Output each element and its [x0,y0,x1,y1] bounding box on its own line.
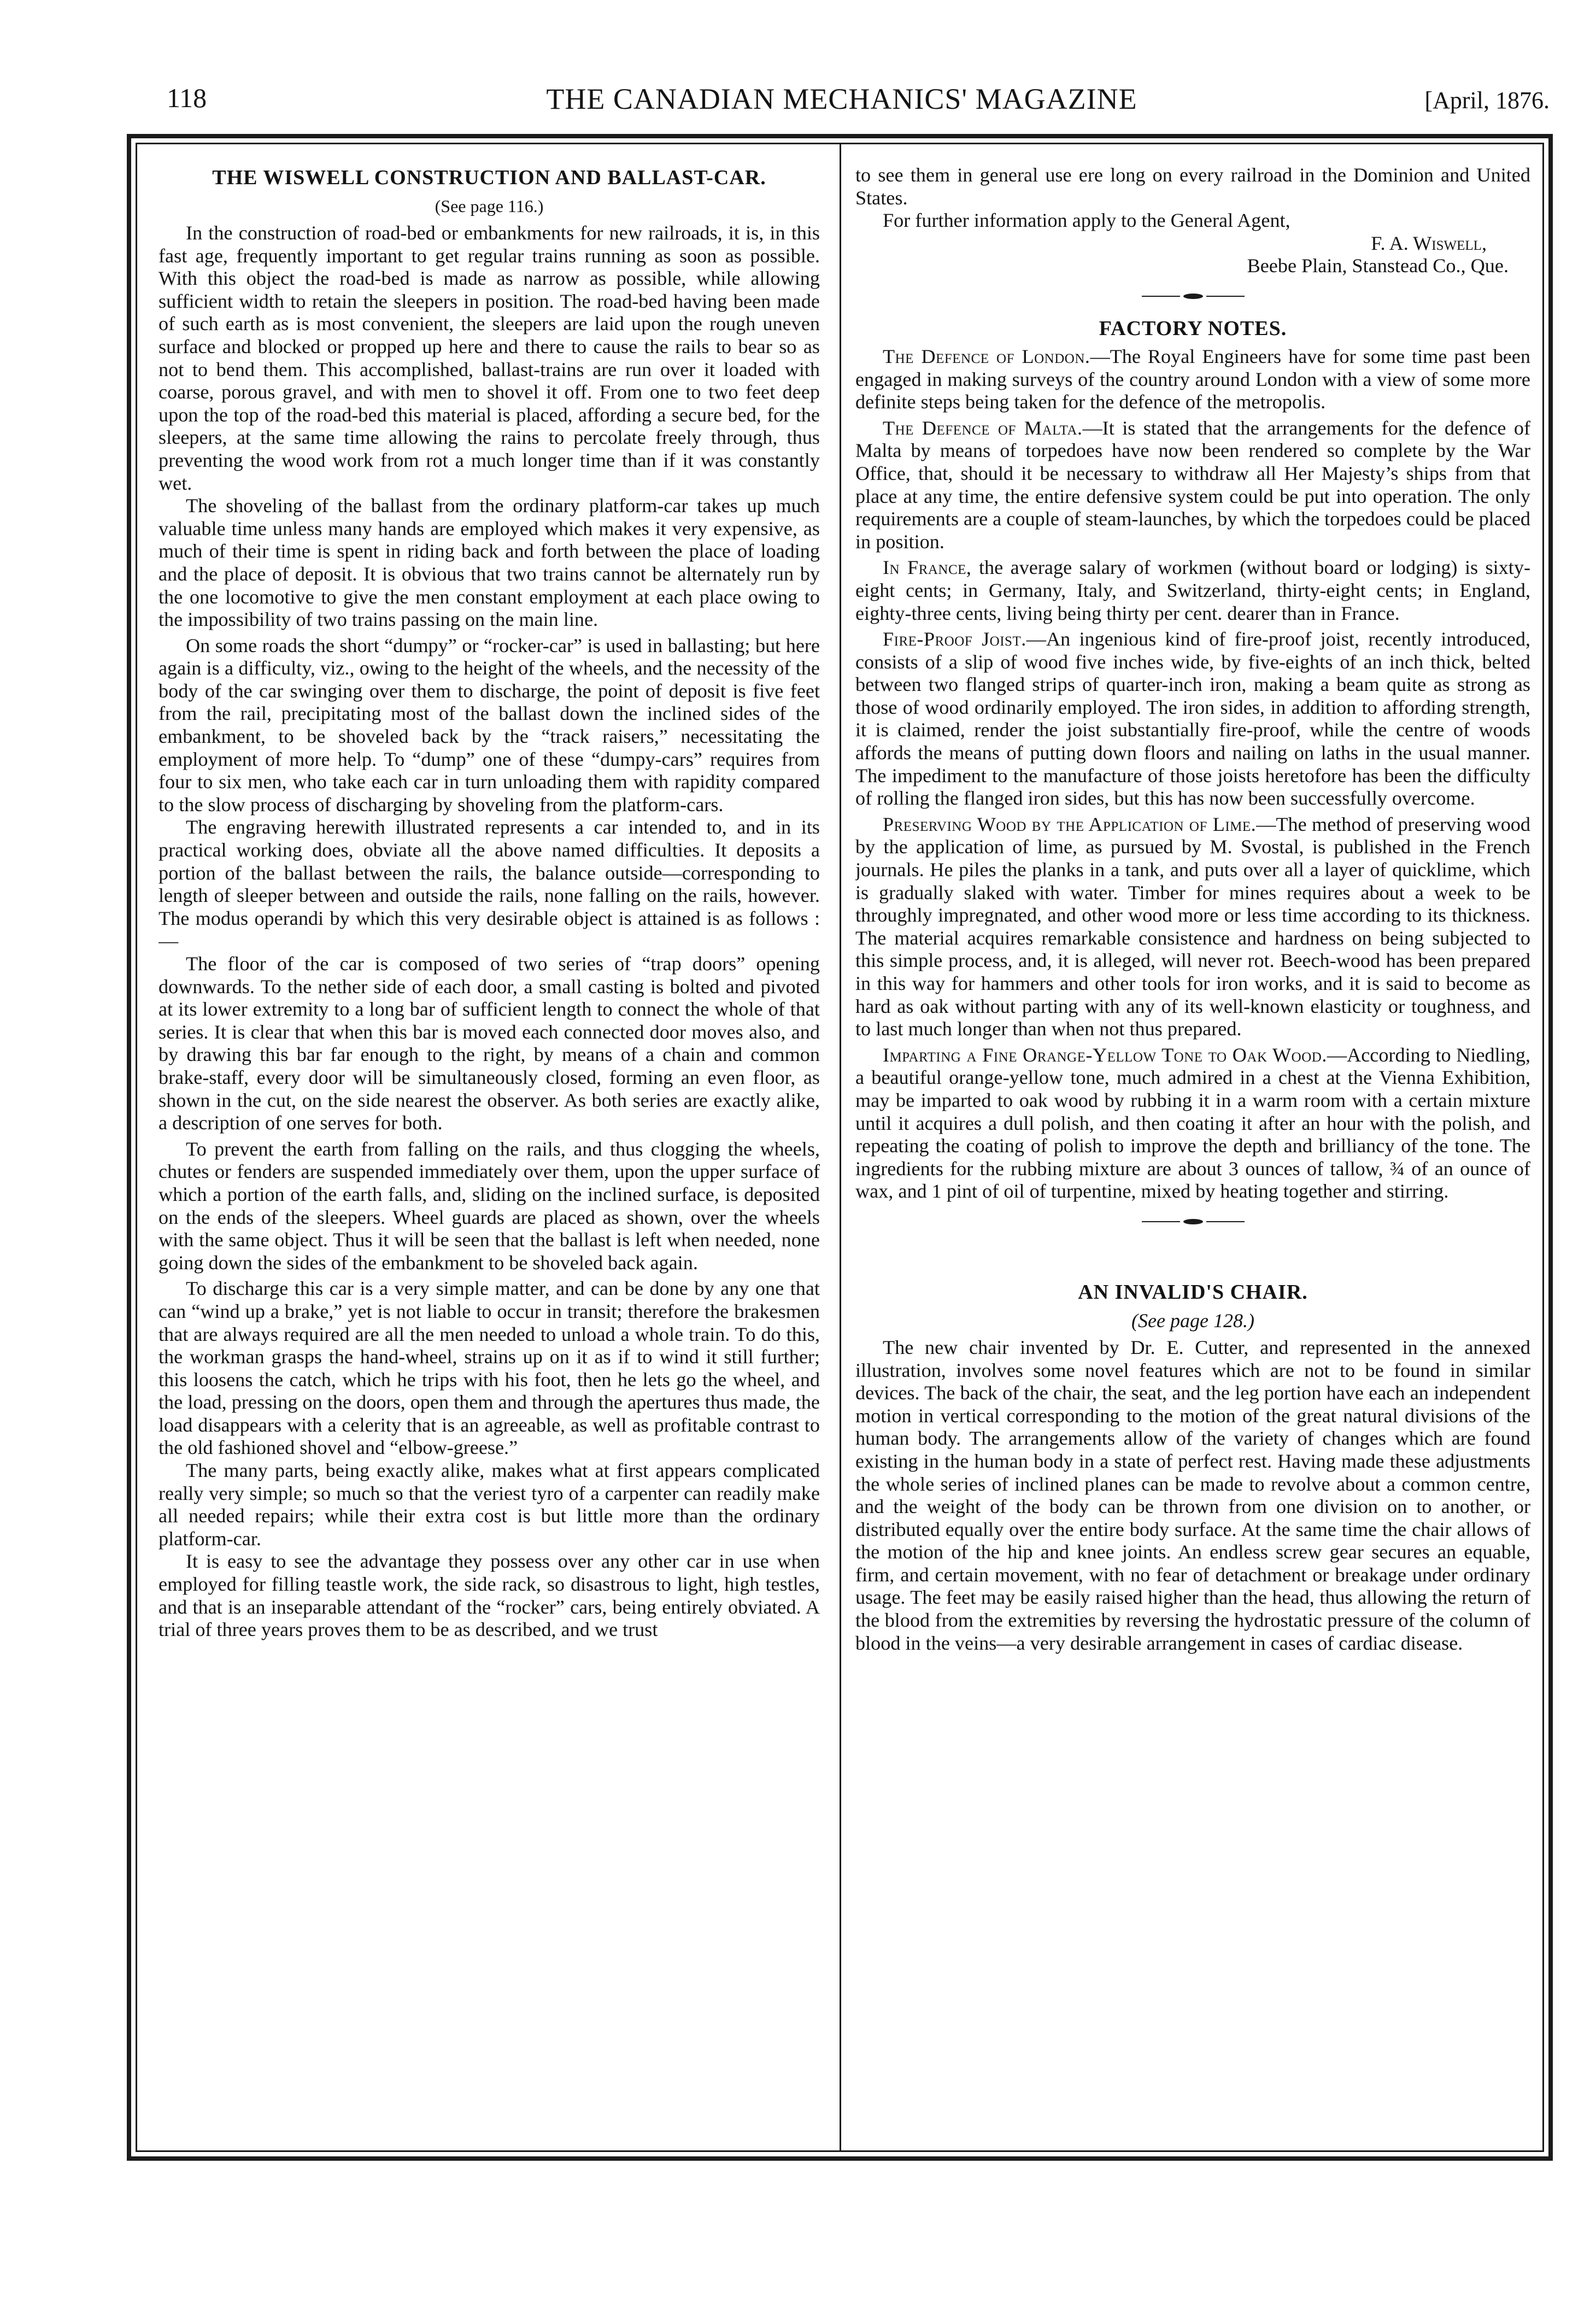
see-page-reference: (See page 128.) [1131,1309,1254,1332]
article-paragraph: On some roads the short “dumpy” or “rocker-car” is used in ballasting; but here again is a difficulty, viz., owing to the height of the wheels, and the necessity of the body of the car swinging over them to discharge, the point of deposit is five feet from the rail, precipitating most of the ballast down the inclined sides of the embankment, to be shoveled back by the “track raisers,” necessitating the employment of more help. To “dump” one of these “dumpy-cars” requires from four to six men, who take each car in turn unloading them with rapidity compared to the slow process of discharging by shoveling from the platform-cars. [159,634,820,816]
article-paragraph: In the construction of road-bed or embankments for new railroads, it is, in this fast age, frequently important to get regular trains running as soon as possible. With this object the road-bed is made as narrow as possible, while allowing sufficient width to retain the sleepers in position. The road-bed having been made of such earth as is most convenient, the sleepers are laid upon the rough uneven surface and blocked or propped up here and there to cause the rails to bear so as not to bend them. This accomplished, ballast-trains are run over it loaded with coarse, porous gravel, and with men to shovel it off. From one to two feet deep upon the top of the road-bed this material is placed, affording a secure bed, for the sleepers, at the same time allowing the rains to percolate freely through, thus preventing the wood work from rot a much longer time than if it was constantly wet. [159,222,820,494]
note-lead: The Defence of London. [883,345,1090,367]
note-paragraph [855,556,1530,625]
note-paragraph [855,1044,1530,1203]
note-paragraph [855,345,1530,414]
magazine-title: THE CANADIAN MECHANICS' MAGAZINE [546,83,1137,115]
invalid-chair-title: AN INVALID'S CHAIR. [1078,1280,1308,1304]
chair-paragraph: The new chair invented by Dr. E. Cutter, and represented in the annexed illustration, involves some novel features which are not to be found in similar devices. The back of the chair, the seat, and the leg portion have each an independent motion in vertical corresponding to the motion of the great natural divisions of the human body. The arrangements allow of the variety of changes which are found existing in the human body in a state of perfect rest. Having made these adjustments the whole series of inclined planes can be made to revolve about a common centre, and the weight of the body can be thrown from one division on to another, or distributed equally over the entire body surface. At the same time the chair allows of the motion of the hip and knee joints. An endless screw gear secures an equable, firm, and certain movement, with no fear of detachment or breakage under ordinary usage. The feet may be easily raised higher than the head, thus allowing the return of the blood from the extremities by reversing the hydrostatic pressure of the column of blood in the veins—a very desirable arrangement in cases of cardiac disease. [855,1336,1530,1654]
agent-name: F. A. Wiswell, [1371,232,1487,254]
note-lead: Preserving Wood by the Application of Lime. [883,813,1257,835]
article-paragraph: The engraving herewith illustrated represents a car intended to, and in its practical working does, obviate all the above named difficulties. It deposits a portion of the ballast between the rails, the balance outside—corresponding to length of sleeper between and outside the rails, none falling on the rails, however. The modus operandi by which this very desirable object is attained is as follows :— [159,816,820,952]
article-paragraph: The shoveling of the ballast from the ordinary platform-car takes up much valuable time unless many hands are employed which makes it very expensive, as much of their time is spent in riding back and forth between the place of loading and the place of deposit. It is obvious that two trains cannot be alternately run by the one locomotive to give the men constant employment at each place owing to the impossibility of two trains passing on the main line. [159,495,820,631]
issue-date: [April, 1876. [1424,87,1550,114]
note-text: —An ingenious kind of fire-proof joist, recently introduced, consists of a slip of wood five inches wide, by five-eights of an inch thick, belted between two flanged strips of quarter-inch iron, making a beam quite as strong as those of wood ordinarily employed. The iron sides, in addition to affording strength, it is claimed, render the joist substantially fire-proof, while the centre of woods affords the means of putting down floors and nailing on laths in the usual manner. The impediment to the manufacture of those joists heretofore has been the difficulty of rolling the flanged iron sides, but this has now been successfully overcome. [855,628,1530,810]
page-number: 118 [167,83,207,113]
note-text: —According to Niedling, a beautiful orange-yellow tone, much admired in a chest at the Vienna Exhibition, may be imparted to oak wood by rubbing it in a warm room with a certain mixture until it acquires a dull polish, and then coating it after an hour with the polish, and repeating the coating of polish to improve the depth and brilliancy of the tone. The ingredients for the rubbing mixture are about 3 ounces of tallow, ¾ of an ounce of wax, and 1 pint of oil of turpentine, mixed by heating together and stirring. [855,1043,1530,1203]
note-paragraph [855,417,1530,554]
article-paragraph: It is easy to see the advantage they possess over any other car in use when employed for filling teastle work, the side rack, so disastrous to light, high testles, and that is an inseparable attendant of the “rocker” cars, being entirely obviated. A trial of three years proves them to be as described, and we trust [159,1550,820,1641]
note-text: —The method of preserving wood by the application of lime, as pursued by M. Svostal, is published in the French journals. He piles the planks in a tank, and puts over all a layer of quicklime, which is gradually slaked with water. Timber for mines requires about a week to be throughly impregnated, and other wood more or less time according to its thickness. The material acquires remarkable consistence and hardness on being subjected to this simple process, and, it is alleged, will never rot. Beech-wood has been prepared in this way for hammers and other tools for iron works, and it is said to become as hard as oak without parting with any of its well-known elasticity or toughness, and to last much longer than when not thus prepared. [855,813,1530,1040]
article-paragraph: To discharge this car is a very simple matter, and can be done by any one that can “wind up a brake,” yet is not liable to occur in transit; therefore the brakesmen that are always required are all the men needed to unload a whole train. To do this, the workman grasps the hand-wheel, strains up on it as if to wind it still further; this loosens the catch, which he trips with his foot, then he lets go the wheel, and the load, pressing on the doors, open them and through the apertures thus made, the load disappears with a celerity that is an agreeable, as well as profitable contrast to the old fashioned shovel and “elbow-greese.” [159,1277,820,1459]
article-title: THE WISWELL CONSTRUCTION AND BALLAST-CAR. [212,166,766,189]
continued-text: to see them in general use ere long on every railroad in the Dominion and United States. [855,164,1530,209]
section-divider [855,1205,1530,1238]
note-lead: In France, [883,556,972,579]
note-lead: Imparting a Fine Orange-Yellow Tone to Oak Wood. [883,1043,1327,1066]
column-rule [840,144,841,2150]
note-text: —It is stated that the arrangements for the defence of Malta by means of torpedoes have now been rendered so complete by the War Office, that, should it be necessary to withdraw all Her Majesty’s ships from that place at any time, the entire defensive system could be put into operation. The only requirements are a couple of steam-launches, by which the torpedoes could be placed in position. [855,417,1530,553]
article-paragraph: To prevent the earth from falling on the rails, and thus clogging the wheels, chutes or fenders are suspended immediately over them, upon the upper surface of which a portion of the earth falls, and, sliding on the inclined surface, is deposited on the ends of the sleepers. Wheel guards are placed as shown, over the wheels with the same object. Thus it will be seen that the ballast is left when needed, none going down the sides of the embankment to be shoveled back again. [159,1137,820,1274]
note-paragraph [855,813,1530,1041]
see-page-reference: (See page 116.) [435,196,544,216]
note-text: —The Royal Engineers have for some time past been engaged in making surveys of the country around London with a view of some more definite steps being taken for the defence of the metropolis. [855,345,1530,413]
note-text: the average salary of workmen (without board or lodging) is sixty-eight cents; in Germany, Italy, and Switzerland, thirty-eight cents; in England, eighty-three cents, living being thirty per cent. dearer than in France. [855,556,1530,624]
article-paragraph: The many parts, being exactly alike, makes what at first appears complicated really very simple; so much so that the veriest tyro of a carpenter can readily make all needed repairs; while their extra cost is but little more than the ordinary platform-car. [159,1459,820,1550]
note-lead: Fire-Proof Joist. [883,628,1026,650]
agent-place: Beebe Plain, Stanstead Co., Que. [1247,255,1509,277]
running-head [134,82,1550,120]
article-paragraph: The floor of the car is composed of two series of “trap doors” opening downwards. To the nether side of each door, a small casting is bolted and pivoted at its lower extremity to a long bar of sufficient length to connect the whole of that series. It is clear that when this bar is moved each connected door moves also, and by drawing this bar far enough to the right, by means of a chain and common brake-staff, every door will be simultaneously closed, forming an even floor, as shown in the cut, on the side nearest the observer. As both series are exactly alike, a description of one serves for both. [159,953,820,1134]
note-lead: The Defence of Malta. [883,417,1083,439]
factory-notes-title: FACTORY NOTES. [1099,316,1287,340]
left-column [159,164,820,2137]
right-column [855,164,1530,2137]
note-paragraph [855,628,1530,810]
apply-line: For further information apply to the General Agent, [883,209,1290,232]
section-divider [855,280,1530,313]
